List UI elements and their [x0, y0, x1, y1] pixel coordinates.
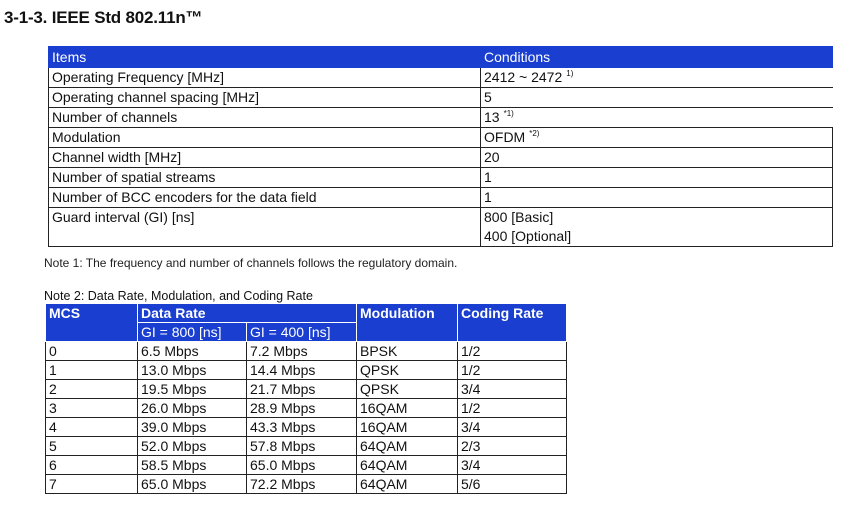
- header-modulation: Modulation: [357, 304, 458, 342]
- spec-item: Number of spatial streams: [49, 168, 481, 188]
- rate-gi-800: 39.0 Mbps: [138, 418, 247, 437]
- modulation: 16QAM: [357, 418, 458, 437]
- modulation: QPSK: [357, 361, 458, 380]
- note-1: Note 1: The frequency and number of channels follows the regulatory domain.: [44, 256, 458, 270]
- spec-value: 1: [484, 169, 492, 185]
- spec-value: 13: [484, 109, 500, 125]
- spec-item: Channel width [MHz]: [49, 148, 481, 168]
- rate-gi-800: 52.0 Mbps: [138, 437, 247, 456]
- rate-gi-800: 58.5 Mbps: [138, 456, 247, 475]
- mcs-header-row-1: [46, 304, 567, 323]
- spec-row: [49, 208, 833, 247]
- coding-rate: 3/4: [458, 380, 567, 399]
- modulation: 64QAM: [357, 475, 458, 494]
- spec-value: 800 [Basic]: [484, 209, 554, 225]
- mcs-row: [46, 456, 567, 475]
- note-2: Note 2: Data Rate, Modulation, and Coding Rate: [44, 289, 313, 303]
- mcs-row: [46, 475, 567, 494]
- rate-gi-400: 28.9 Mbps: [247, 399, 357, 418]
- spec-item: Modulation: [49, 128, 481, 148]
- spec-condition: [481, 68, 833, 88]
- spec-footnote: 1): [566, 69, 574, 78]
- rate-gi-800: 19.5 Mbps: [138, 380, 247, 399]
- mcs-table: [45, 303, 567, 494]
- spec-item: Operating Frequency [MHz]: [49, 68, 481, 88]
- rate-gi-800: 6.5 Mbps: [138, 342, 247, 361]
- spec-item: Number of channels: [49, 108, 481, 128]
- modulation: 16QAM: [357, 399, 458, 418]
- spec-row: [49, 88, 833, 108]
- coding-rate: 1/2: [458, 399, 567, 418]
- spec-value: OFDM: [484, 129, 526, 145]
- rate-gi-400: 14.4 Mbps: [247, 361, 357, 380]
- header-gi-800: GI = 800 [ns]: [138, 323, 247, 342]
- header-conditions: Conditions: [481, 47, 833, 68]
- rate-gi-400: 65.0 Mbps: [247, 456, 357, 475]
- mcs-index: 7: [46, 475, 138, 494]
- mcs-index: 3: [46, 399, 138, 418]
- spec-value: 2412 ~ 2472: [484, 69, 563, 85]
- coding-rate: 3/4: [458, 456, 567, 475]
- header-items: Items: [49, 47, 481, 68]
- modulation: QPSK: [357, 380, 458, 399]
- mcs-row: [46, 399, 567, 418]
- coding-rate: 3/4: [458, 418, 567, 437]
- rate-gi-800: 65.0 Mbps: [138, 475, 247, 494]
- modulation: BPSK: [357, 342, 458, 361]
- spec-value: 5: [484, 89, 492, 105]
- spec-value-2: 400 [Optional]: [484, 228, 572, 244]
- spec-condition: [481, 88, 833, 108]
- spec-condition: [481, 108, 833, 128]
- spec-row: [49, 168, 833, 188]
- coding-rate: 5/6: [458, 475, 567, 494]
- mcs-index: 4: [46, 418, 138, 437]
- rate-gi-400: 57.8 Mbps: [247, 437, 357, 456]
- mcs-row: [46, 361, 567, 380]
- modulation: 64QAM: [357, 437, 458, 456]
- header-gi-400: GI = 400 [ns]: [247, 323, 357, 342]
- mcs-row: [46, 342, 567, 361]
- rate-gi-400: 21.7 Mbps: [247, 380, 357, 399]
- rate-gi-400: 43.3 Mbps: [247, 418, 357, 437]
- spec-condition: [481, 148, 833, 168]
- spec-item: Guard interval (GI) [ns]: [49, 208, 481, 247]
- rate-gi-400: 72.2 Mbps: [247, 475, 357, 494]
- rate-gi-400: 7.2 Mbps: [247, 342, 357, 361]
- spec-row: [49, 148, 833, 168]
- coding-rate: 2/3: [458, 437, 567, 456]
- spec-table-header: [49, 47, 833, 68]
- spec-value: 1: [484, 189, 492, 205]
- coding-rate: 1/2: [458, 361, 567, 380]
- header-data-rate: Data Rate: [138, 304, 357, 323]
- section-title: 3-1-3. IEEE Std 802.11n™: [4, 8, 203, 27]
- spec-item: Operating channel spacing [MHz]: [49, 88, 481, 108]
- rate-gi-800: 26.0 Mbps: [138, 399, 247, 418]
- spec-footnote: *2): [529, 129, 540, 138]
- spec-condition: [481, 208, 833, 247]
- spec-row: [49, 68, 833, 88]
- spec-condition: [481, 168, 833, 188]
- mcs-index: 6: [46, 456, 138, 475]
- spec-table: [48, 46, 833, 247]
- spec-row: [49, 108, 833, 128]
- mcs-row: [46, 437, 567, 456]
- mcs-index: 0: [46, 342, 138, 361]
- spec-value: 20: [484, 149, 500, 165]
- modulation: 64QAM: [357, 456, 458, 475]
- spec-condition: [481, 128, 833, 148]
- spec-condition: [481, 188, 833, 208]
- spec-footnote: *1): [503, 109, 514, 118]
- mcs-row: [46, 380, 567, 399]
- spec-row: [49, 128, 833, 148]
- mcs-index: 1: [46, 361, 138, 380]
- spec-item: Number of BCC encoders for the data field: [49, 188, 481, 208]
- mcs-row: [46, 418, 567, 437]
- mcs-index: 5: [46, 437, 138, 456]
- rate-gi-800: 13.0 Mbps: [138, 361, 247, 380]
- header-coding-rate: Coding Rate: [458, 304, 567, 342]
- header-mcs: MCS: [46, 304, 138, 342]
- spec-row: [49, 188, 833, 208]
- coding-rate: 1/2: [458, 342, 567, 361]
- mcs-index: 2: [46, 380, 138, 399]
